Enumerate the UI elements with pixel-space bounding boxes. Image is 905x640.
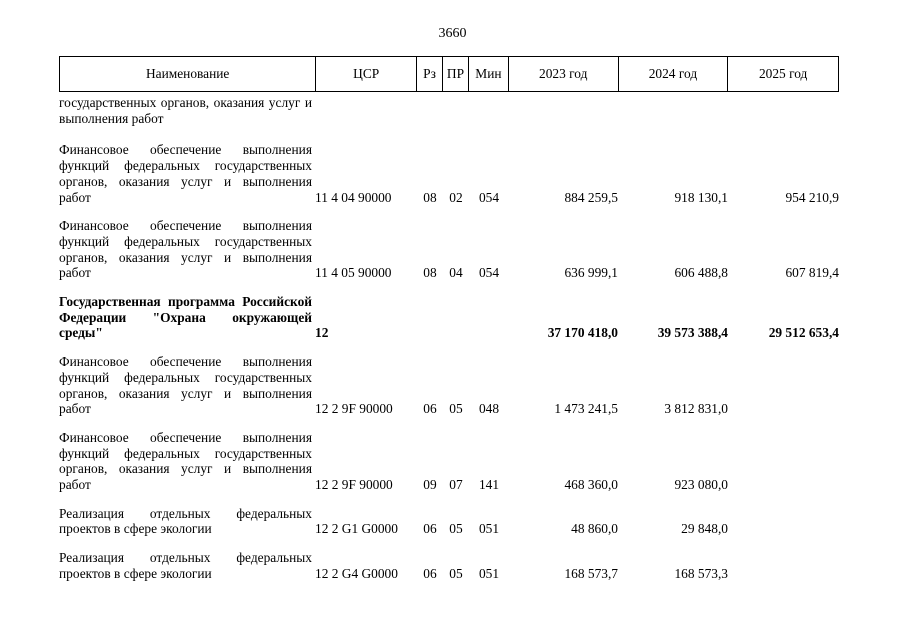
row-csr: 12 2 G1 G0000	[315, 521, 398, 537]
header-min: Мин	[469, 57, 509, 91]
header-2023: 2023 год	[509, 57, 619, 91]
row-name: Финансовое обеспечение выполнения функций федеральных государственных органов, оказания услуг и выполнения работ	[59, 218, 312, 281]
table-row	[59, 354, 839, 417]
row-csr: 12	[315, 325, 329, 341]
table-row	[59, 430, 839, 493]
row-2024: 606 488,8	[674, 265, 728, 281]
row-name: Финансовое обеспечение выполнения функций федеральных государственных органов, оказания услуг и выполнения работ	[59, 429, 312, 493]
row-min: 054	[478, 189, 500, 205]
row-name: государственных органов, оказания услуг и выполнения работ	[59, 95, 312, 126]
row-min: 051	[478, 565, 500, 581]
header-rz: Рз	[417, 57, 443, 91]
table-row	[59, 218, 839, 281]
row-2023: 468 360,0	[564, 477, 618, 493]
table-row-program	[59, 294, 839, 341]
row-2023: 168 573,7	[564, 565, 618, 581]
row-rz: 06	[423, 401, 437, 417]
row-csr: 11 4 05 90000	[315, 265, 392, 281]
row-2023: 1 473 241,5	[554, 401, 618, 417]
row-2025: 29 512 653,4	[768, 325, 839, 341]
page-number: 3660	[438, 26, 467, 41]
row-pr: 07	[449, 477, 463, 493]
row-pr: 05	[449, 565, 463, 581]
row-csr: 12 2 G4 G0000	[315, 565, 398, 581]
row-2023: 37 170 418,0	[547, 325, 618, 341]
row-rz: 06	[423, 521, 437, 537]
header-csr: ЦСР	[316, 57, 417, 91]
row-2024: 29 848,0	[681, 521, 728, 537]
row-min: 054	[478, 265, 500, 281]
row-rz: 08	[423, 265, 437, 281]
header-2024: 2024 год	[619, 57, 729, 91]
row-2023: 48 860,0	[571, 521, 618, 537]
table-row	[59, 142, 839, 205]
row-2024: 39 573 388,4	[657, 325, 728, 341]
row-pr: 05	[449, 401, 463, 417]
row-2024: 918 130,1	[674, 189, 728, 205]
table-row	[59, 95, 839, 126]
row-name: Финансовое обеспечение выполнения функций федеральных государственных органов, оказания услуг и выполнения работ	[59, 354, 312, 417]
row-2025: 954 210,9	[785, 189, 839, 205]
row-name: Реализация отдельных федеральных проектов в сфере экологии	[59, 505, 312, 537]
row-csr: 11 4 04 90000	[315, 189, 392, 205]
table-row	[59, 506, 839, 537]
table-body	[59, 95, 839, 582]
header-name: Наименование	[60, 57, 316, 91]
row-pr: 04	[449, 265, 463, 281]
row-name: Реализация отдельных федеральных проектов в сфере экологии	[59, 550, 312, 581]
table-header	[59, 56, 839, 92]
row-rz: 06	[423, 565, 437, 581]
row-pr: 05	[449, 521, 463, 537]
row-2023: 884 259,5	[564, 189, 618, 205]
header-pr: ПР	[443, 57, 469, 91]
row-name: Государственная программа Российской Федерации "Охрана окружающей среды"	[59, 294, 312, 341]
row-min: 051	[478, 521, 500, 537]
row-pr: 02	[449, 189, 463, 205]
row-2024: 923 080,0	[674, 477, 728, 493]
table-row	[59, 550, 839, 581]
row-csr: 12 2 9F 90000	[315, 401, 393, 417]
row-2023: 636 999,1	[564, 265, 618, 281]
row-name: Финансовое обеспечение выполнения функций федеральных государственных органов, оказания услуг и выполнения работ	[59, 142, 312, 205]
row-2024: 168 573,3	[674, 565, 728, 581]
row-min: 141	[478, 477, 500, 493]
row-csr: 12 2 9F 90000	[315, 477, 393, 493]
row-min: 048	[478, 401, 500, 417]
row-rz: 09	[423, 477, 437, 493]
row-2025: 607 819,4	[785, 265, 839, 281]
row-2024: 3 812 831,0	[664, 401, 728, 417]
header-2025: 2025 год	[758, 66, 808, 81]
row-rz: 08	[423, 189, 437, 205]
